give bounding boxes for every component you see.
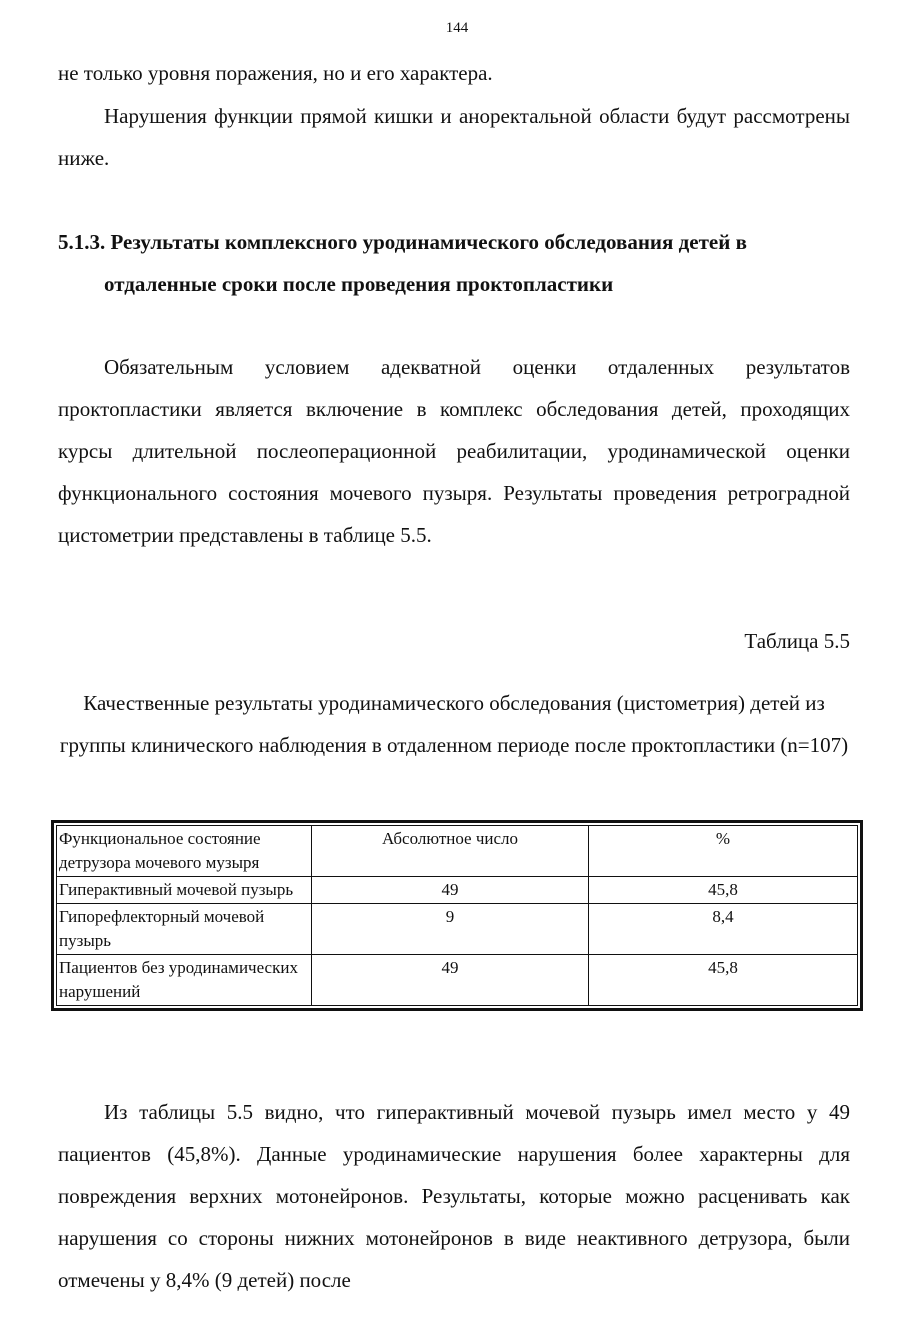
table-cell: Гипорефлекторный мочевой пузырь — [57, 904, 312, 955]
table-header-cell: Абсолютное число — [312, 826, 589, 877]
table-header-cell: Функциональное состояние детрузора мочевого музыря — [57, 826, 312, 877]
table-header-row — [57, 826, 858, 877]
table-cell: 49 — [312, 955, 589, 1006]
table-cell: 8,4 — [589, 904, 858, 955]
table-cell: 45,8 — [589, 955, 858, 1006]
table-row — [57, 904, 858, 955]
table-cell: Пациентов без уродинамических нарушений — [57, 955, 312, 1006]
paragraph-intro: не только уровня поражения, но и его характера. — [58, 61, 493, 85]
page-number: 144 — [445, 20, 469, 36]
table-cell: 9 — [312, 904, 589, 955]
paragraph-rectal-dysfunction: Нарушения функции прямой кишки и аноректальной области будут рассмотрены ниже. — [58, 104, 850, 170]
table-cell: Гиперактивный мочевой пузырь — [57, 877, 312, 904]
table-row — [57, 955, 858, 1006]
table-cell: 49 — [312, 877, 589, 904]
table-cell: 45,8 — [589, 877, 858, 904]
paragraph-table-discussion: Из таблицы 5.5 видно, что гиперактивный мочевой пузырь имел место у 49 пациентов (45,8%). Данные уродинамические нарушения более характерны для повреждения верхних мотонейронов. Результаты, которые можно расценивать как нарушения со стороны нижних мотонейронов в виде неактивного детрузора, были отмечены у 8,4% (9 детей) после — [58, 1100, 850, 1292]
section-heading: 5.1.3. Результаты комплексного уродинамического обследования детей в отдаленные сроки после проведения проктопластики — [58, 230, 747, 296]
table-header-cell: % — [589, 826, 858, 877]
table-row — [57, 877, 858, 904]
results-table — [56, 825, 858, 1006]
paragraph-urodynamic-assessment: Обязательным условием адекватной оценки отдаленных результатов проктопластики является включение в комплекс обследования детей, проходящих курсы длительной послеоперационной реабилитации, уродинамической оценки функционального состояния мочевого пузыря. Результаты проведения ретроградной цистометрии представлены в таблице 5.5. — [58, 355, 850, 547]
table-caption: Качественные результаты уродинамического обследования (цистометрия) детей из группы клинического наблюдения в отдаленном периоде после проктопластики (n=107) — [59, 691, 849, 757]
table-label: Таблица 5.5 — [744, 629, 850, 653]
results-table-frame — [51, 820, 863, 1011]
